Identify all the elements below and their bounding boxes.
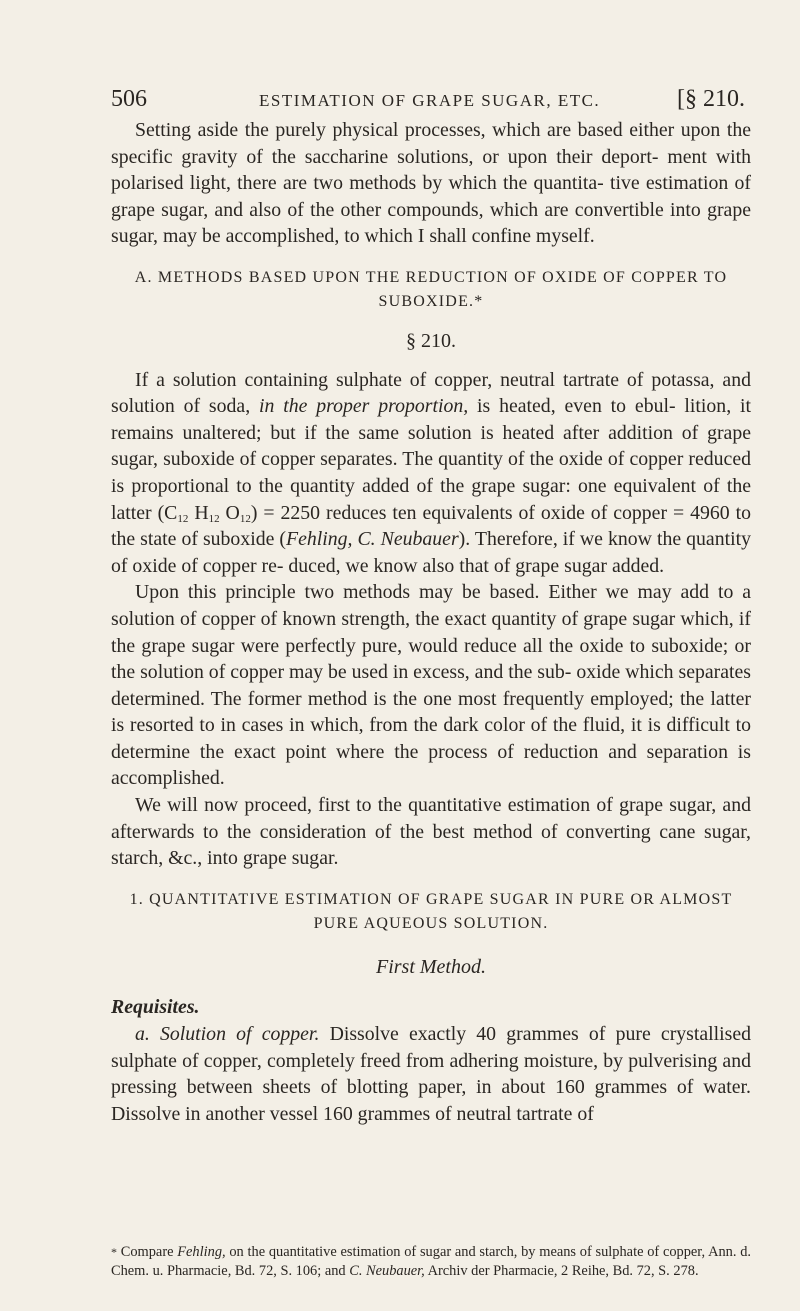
heading-quantitative-estimation: 1. QUANTITATIVE ESTIMATION OF GRAPE SUGAR IN PURE OR ALMOST PURE AQUEOUS SOLUTION.: [129, 890, 733, 932]
paragraph-proceed: We will now proceed, first to the quantitative estimation of grape sugar, and afterwards to the consideration of the best method of converting cane sugar, starch, &c., into grape sugar.: [111, 794, 751, 870]
requisites-heading: Requisites.: [111, 996, 200, 1019]
page-body: [111, 117, 751, 1127]
method-title: First Method.: [376, 955, 486, 978]
intro-paragraph: Setting aside the purely physical processes, which are based either upon the specific gravity of the saccharine solutions, or upon their deport- ment with polarised light, there are two methods by which the quantita- tive estimation of grape sugar, and also of the other compounds, which are convertible into grape sugar, may be accomplished, to which I shall confine myself.: [111, 119, 751, 248]
heading-methods-reduction: A. METHODS BASED UPON THE REDUCTION OF OXIDE OF COPPER TO SUBOXIDE.*: [134, 268, 728, 310]
paragraph-two-methods: Upon this principle two methods may be based. Either we may add to a solution of copper of known strength, the exact quantity of grape sugar which, if the grape sugar were perfectly pure, would reduce all the oxide to suboxide; or the solution of copper may be used in excess, and the sub- oxide which separates determined. The former method is the one most frequently employed; the latter is resorted to in cases in which, from the dark color of the fluid, it is difficult to determine the exact point where the process of reduction and separation is accomplished.: [111, 581, 751, 790]
running-header: [111, 86, 745, 116]
section-number: § 210.: [406, 329, 456, 352]
section-reference: [§ 210.: [677, 86, 745, 112]
running-title: ESTIMATION OF GRAPE SUGAR, ETC.: [259, 91, 601, 110]
footnote: * Compare Fehling, on the quantitative estimation of sugar and starch, by means of sulphate of copper, Ann. d. Chem. u. Pharmacie, Bd. 72, S. 106; and C. Neubauer, Archiv der Pharmacie, 2 Reihe, Bd. 72, S. 278.: [111, 1244, 751, 1279]
page-number: 506: [111, 86, 147, 112]
item-solution-of-copper: a. Solution of copper. Dissolve exactly 40 grammes of pure crystallised sulphate of copper, completely freed from adhering moisture, by pulverising and pressing between sheets of blotting paper, in about 160 grammes of water. Dissolve in another vessel 160 grammes of neutral tartrate of: [111, 1023, 751, 1125]
paragraph-fehling-solution: If a solution containing sulphate of copper, neutral tartrate of potassa, and solution of soda, in the proper proportion, is heated, even to ebul- lition, it remains unaltered; but if the same solution is heated after addition of grape sugar, suboxide of copper separates. The quantity of the oxide of copper reduced is proportional to the quantity added of the grape sugar: one equivalent of the latter ($C_{12}$ $H_{12}$ $O_{12}) = 2250$ reduces ten equivalents of oxide of copper = 4960 to the state of suboxide (Fehling, C. Neubauer). Therefore, if we know the quantity of oxide of copper re- duced, we know also that of grape sugar added.: [111, 368, 751, 577]
